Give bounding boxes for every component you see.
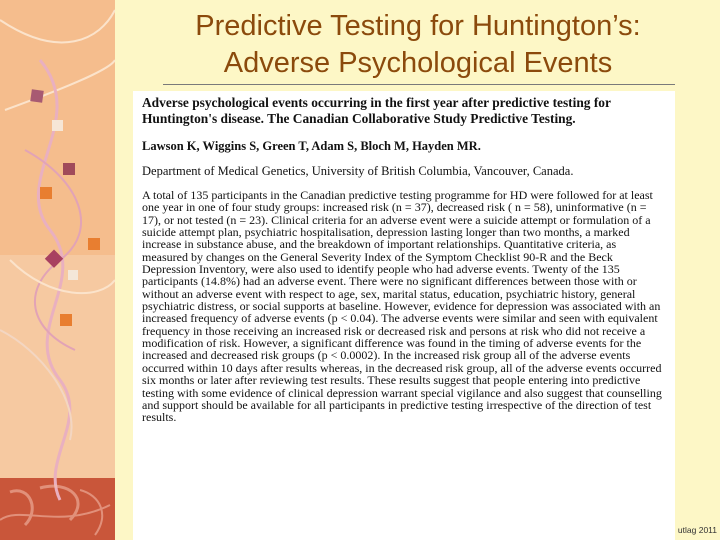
- article-excerpt: [133, 91, 675, 540]
- article-affiliation: Department of Medical Genetics, University of British Columbia, Vancouver, Canada.: [142, 164, 574, 178]
- slide-title: [118, 8, 718, 82]
- decorative-swirl-graphic: [0, 0, 115, 540]
- decorative-sidebar: [0, 0, 115, 540]
- article-abstract: A total of 135 participants in the Canadian predictive testing programme for HD were followed for at least one year in one of four study groups: increased risk (n = 37), decreased risk ( n = 58), uninformative (n = 17), or not tested (n = 23). Clinical criteria for an adverse event were a suicide attempt or formulation of a suicide attempt plan, psychiatric hospitalisation, depression lasting longer than two months, a marked increase in substance abuse, and the breakdown of important relationships. Quantitative criteria, as measured by changes on the General Severity Index of the Symptom Checklist 90-R and the Beck Depression Inventory, were also used to identify people who had adverse events. Twenty of the 135 participants (14.8%) had an adverse event. There were no significant differences between those with or without an adverse event with respect to age, sex, marital status, education, psychiatric history, general psychiatric distress, or social supports at baseline. However, evidence for depression was associated with an increased frequency of adverse events (p < 0.04). The adverse events were similar and seen with equivalent frequency in those receiving an increased risk or decreased risk and persons at risk who did not receive a modification of risk. However, a significant difference was found in the timing of adverse events for the increased and decreased risk groups (p < 0.0002). In the increased risk group all of the adverse events occurred within 10 days after results whereas, in the decreased risk group, all of the adverse events occurred six months or later after reviewing test results. These results suggest that people entering into predictive testing with some evidence of clinical depression warrant special vigilance and also suggest that counselling and support should be available for all participants in predictive testing irrespective of the direction of test results.: [142, 188, 662, 425]
- slide-title-line1: Predictive Testing for Huntington’s:: [195, 10, 641, 42]
- title-divider: [163, 84, 675, 85]
- article-authors: Lawson K, Wiggins S, Green T, Adam S, Bloch M, Hayden MR.: [142, 139, 481, 153]
- slide-title-line2: Adverse Psychological Events: [223, 47, 613, 79]
- article-title: Adverse psychological events occurring in the first year after predictive testing for Huntington's disease. The Canadian Collaborative Study Predictive Testing.: [142, 95, 611, 126]
- slide-footer: utlag 2011: [677, 525, 717, 535]
